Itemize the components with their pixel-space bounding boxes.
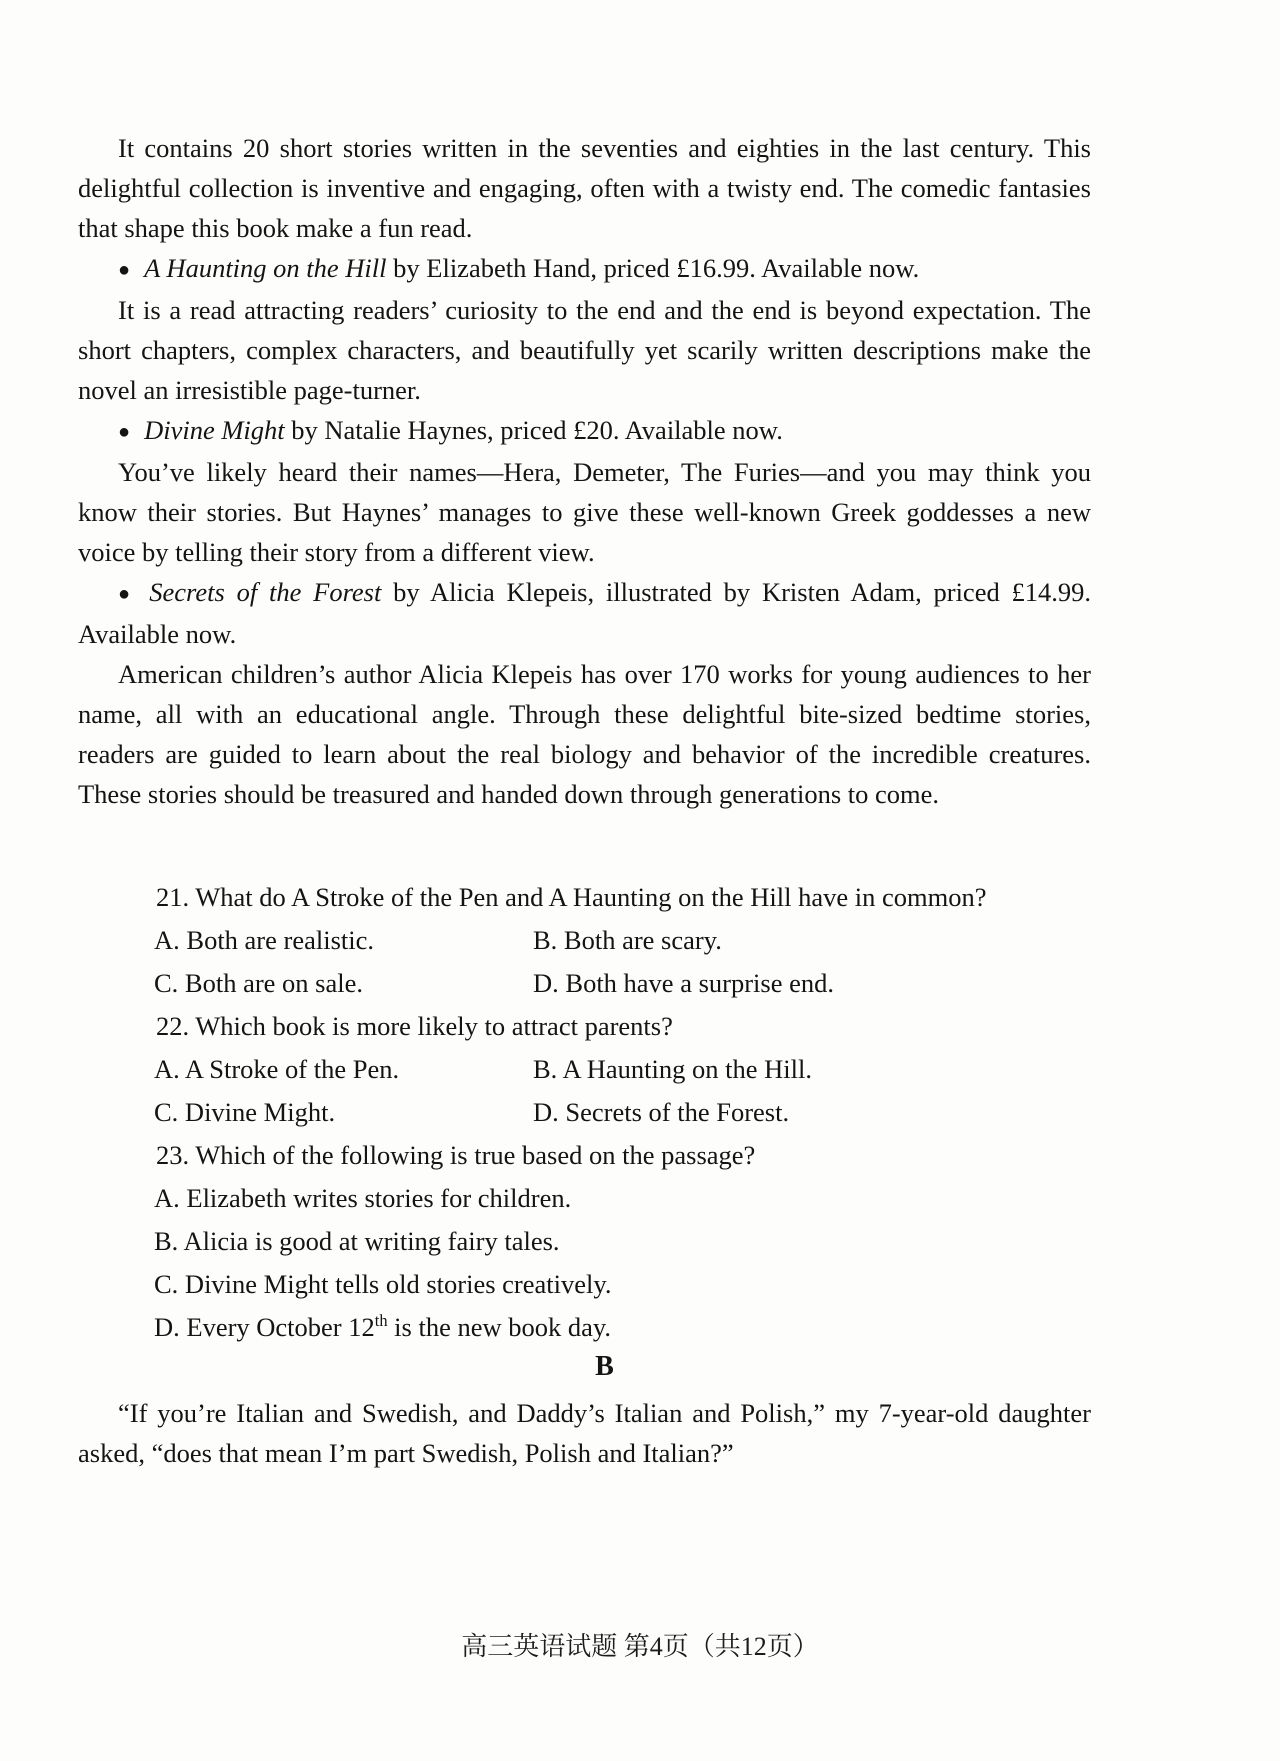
bullet-icon: ● bbox=[118, 421, 131, 443]
passage-paragraph: It contains 20 short stories written in the seventies and eighties in the last century. This delightful collection is inventive and engaging, often with a twisty end. The comedic fantasies that shape this book make a fun read. bbox=[78, 133, 1091, 243]
option-c: C. Both are on sale. bbox=[154, 968, 364, 998]
section-b-heading: B bbox=[595, 1351, 614, 1382]
page-footer: 高三英语试题 第4页（共12页） bbox=[461, 1632, 819, 1661]
passage-paragraph: You’ve likely heard their names—Hera, Demeter, The Furies—and you may think you know their stories. But Haynes’ manages to give these well-known Greek goddesses a new voice by telling their story from a different view. bbox=[78, 457, 1091, 567]
question-options bbox=[154, 919, 1091, 1005]
book-details: by Alicia Klepeis, illustrated by Kristen Adam, priced £14.99. Available now. bbox=[78, 577, 1091, 649]
option-d: D. Secrets of the Forest. bbox=[533, 1097, 790, 1127]
book-details: by Natalie Haynes, priced £20. Available now. bbox=[284, 415, 783, 445]
question-stem: 21. What do A Stroke of the Pen and A Haunting on the Hill have in common? bbox=[156, 882, 987, 912]
option-b: B. Both are scary. bbox=[533, 925, 722, 955]
passage-a bbox=[78, 128, 1091, 1473]
passage-paragraph: American children’s author Alicia Klepeis has over 170 works for young audiences to her name, all with an educational angle. Through these delightful bite-sized bedtime stories, readers are guided to learn about the real biology and behavior of the incredible creatures. These stories should be treasured and handed down through generations to come. bbox=[78, 659, 1091, 809]
option-b: B. A Haunting on the Hill. bbox=[533, 1054, 812, 1084]
passage-paragraph: It is a read attracting readers’ curiosity to the end and the end is beyond expectation. The short chapters, complex characters, and beautifully yet scarily written descriptions make the novel an irresistible page-turner. bbox=[78, 295, 1091, 405]
option-a: A. A Stroke of the Pen. bbox=[154, 1054, 400, 1084]
bullet-icon: ● bbox=[118, 583, 136, 605]
question-stem: 22. Which book is more likely to attract parents? bbox=[156, 1011, 673, 1041]
book-bullet-item bbox=[78, 248, 1091, 290]
question-23 bbox=[116, 1134, 1091, 1349]
book-bullet-item bbox=[78, 410, 1091, 452]
question-stem: 23. Which of the following is true based on the passage? bbox=[156, 1140, 756, 1170]
question-21 bbox=[116, 876, 1091, 1005]
option-d-text: D. Every October 12 bbox=[154, 1312, 375, 1342]
book-title: Divine Might bbox=[144, 415, 285, 445]
option-a: A. Both are realistic. bbox=[154, 925, 375, 955]
book-bullet-item bbox=[78, 572, 1091, 654]
bullet-icon: ● bbox=[118, 259, 131, 281]
questions-section bbox=[116, 876, 1091, 1349]
book-details: by Elizabeth Hand, priced £16.99. Available now. bbox=[386, 253, 920, 283]
option-d bbox=[154, 1306, 1091, 1349]
option-b: B. Alicia is good at writing fairy tales. bbox=[154, 1226, 560, 1256]
question-options bbox=[154, 1048, 1091, 1134]
book-title: A Haunting on the Hill bbox=[144, 253, 387, 283]
passage-b-paragraph: “If you’re Italian and Swedish, and Daddy’s Italian and Polish,” my 7-year-old daughter asked, “does that mean I’m part Swedish, Polish and Italian?” bbox=[78, 1398, 1091, 1468]
book-title: Secrets of the Forest bbox=[149, 577, 382, 607]
question-22 bbox=[116, 1005, 1091, 1134]
option-a: A. Elizabeth writes stories for children. bbox=[154, 1183, 572, 1213]
option-d: D. Both have a surprise end. bbox=[533, 968, 834, 998]
option-d-text-end: is the new book day. bbox=[387, 1312, 612, 1342]
question-options bbox=[154, 1177, 1091, 1349]
ordinal-superscript: th bbox=[374, 1311, 388, 1331]
option-c: C. Divine Might tells old stories creatively. bbox=[154, 1269, 612, 1299]
option-c: C. Divine Might. bbox=[154, 1097, 336, 1127]
